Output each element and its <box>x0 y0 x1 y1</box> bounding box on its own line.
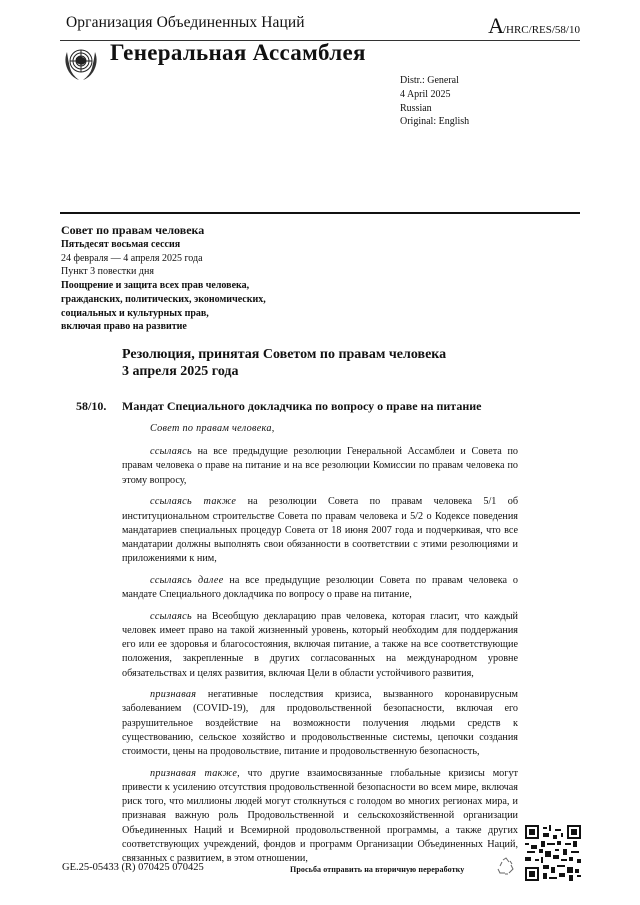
resolution-number: 58/10. <box>76 399 107 413</box>
organization-name: Организация Объединенных Наций <box>66 14 305 31</box>
resolution-heading: Мандат Специального докладчика по вопросу о праве на питание <box>122 399 482 413</box>
recycle-icon <box>496 856 516 876</box>
paragraph-lead: признавая <box>150 689 197 701</box>
recycle-text: Просьба отправить на вторичную переработку <box>290 865 465 874</box>
paragraph-text: негативные последствия кризиса, вызванного коронавирусным заболеванием (COVID-19), для продовольственной безопасности, включая его разрушительное воздействие на возможности получения людьми средств к существованию, сельское хозяйство и продовольственные системы, цепочки создания стоимости, цены на продовольствие, питание и продовольственную безопасность, <box>122 689 518 758</box>
paragraph-text: на Всеобщую декларацию прав человека, которая гласит, что каждый человек имеет право на такой жизненный уровень, который необходим для поддержания его или ее здоровья и благосостояния, включая питание, а также на все соответствующие положения, закрепленные в других согласованных на международном уровне обязательствах и целях развития, включая Цели в области устойчивого развития, <box>122 610 518 679</box>
agenda-item: Пункт 3 повестки дня <box>61 266 154 278</box>
preamble-paragraph <box>122 574 518 602</box>
preamble-paragraph <box>122 610 518 681</box>
preamble-paragraph <box>122 495 518 566</box>
symbol-rest: /HRC/RES/58/10 <box>502 24 580 36</box>
preamble-paragraph <box>122 688 518 759</box>
paragraph-text: на резолюции Совета по правам человека 5/1 об институциональном строительстве Совета по правам человека и 5/2 о Кодексе поведения мандатариев специальных процедур Совета от 18 июня 2007 года и подчеркивая, что все мандатарии должны выполнять свои обязанности в соответствии с этими резолюциями и приложениями к ним, <box>122 496 518 565</box>
qr-code-icon <box>525 825 581 881</box>
agenda-title-line: социальных и культурных прав, <box>61 307 209 319</box>
session-dates: 24 февраля — 4 апреля 2025 года <box>61 252 203 264</box>
preamble-paragraph <box>122 445 518 488</box>
agenda-title-line: гражданских, политических, экономических, <box>61 293 266 305</box>
document-symbol <box>488 13 580 39</box>
paragraph-lead: ссылаясь также <box>150 496 237 508</box>
paragraph-text: на все предыдущие резолюции Совета по правам человека о мандате Специального докладчика по вопросу о праве на питание, <box>122 574 518 601</box>
resolution-title <box>122 346 446 380</box>
session-block <box>61 223 266 334</box>
paragraph-lead: ссылаясь <box>150 610 192 622</box>
resolution-body <box>122 422 518 874</box>
un-emblem-icon <box>62 42 100 82</box>
paragraph-lead: ссылаясь далее <box>150 574 224 586</box>
paragraph-lead: признавая также <box>150 767 238 779</box>
general-assembly-title: Генеральная Ассамблея <box>110 40 366 65</box>
resolution-title-line: 3 апреля 2025 года <box>122 364 239 379</box>
paragraph-text: на все предыдущие резолюции Генеральной Ассамблеи и Совета по правам человека о праве на питание и на все резолюции Комиссии по правам человека по этому вопросу, <box>122 446 518 486</box>
preamble-paragraph <box>122 767 518 866</box>
opening-line <box>122 422 518 436</box>
document-metadata <box>400 74 469 129</box>
session-name: Пятьдесят восьмая сессия <box>61 239 181 250</box>
paragraph-text: , что другие взаимосвязанные глобальные кризисы могут привести к усилению отсутствия продовольственной безопасности во всем мире, включая риск того, что миллионы людей могут столкнуться с голодом во многих регионах мира, и признавая важную роль Продовольственной и сельскохозяйственной организации Объединенных Наций и Всемирной продовольственной программы, а также других соответствующих учреждений, фондов и программ Организации Объединенных Наций, связанных с развитием, в этом отношении, <box>122 767 518 864</box>
language: Russian <box>400 102 432 114</box>
agenda-title-line: включая право на развитие <box>61 321 187 333</box>
original-language: Original: English <box>400 116 470 128</box>
opening-text: Совет по правам человека, <box>150 423 275 434</box>
resolution-title-line: Резолюция, принятая Советом по правам человека <box>122 347 447 362</box>
council-name: Совет по правам человека <box>61 223 205 237</box>
symbol-prefix: A <box>488 13 503 38</box>
section-rule <box>60 212 580 214</box>
agenda-title-line: Поощрение и защита всех прав человека, <box>61 280 250 292</box>
distribution: Distr.: General <box>400 75 459 86</box>
paragraph-lead: ссылаясь <box>150 446 192 458</box>
job-code: GE.25-05433 (R) 070425 070425 <box>62 862 204 873</box>
issue-date: 4 April 2025 <box>400 88 451 100</box>
